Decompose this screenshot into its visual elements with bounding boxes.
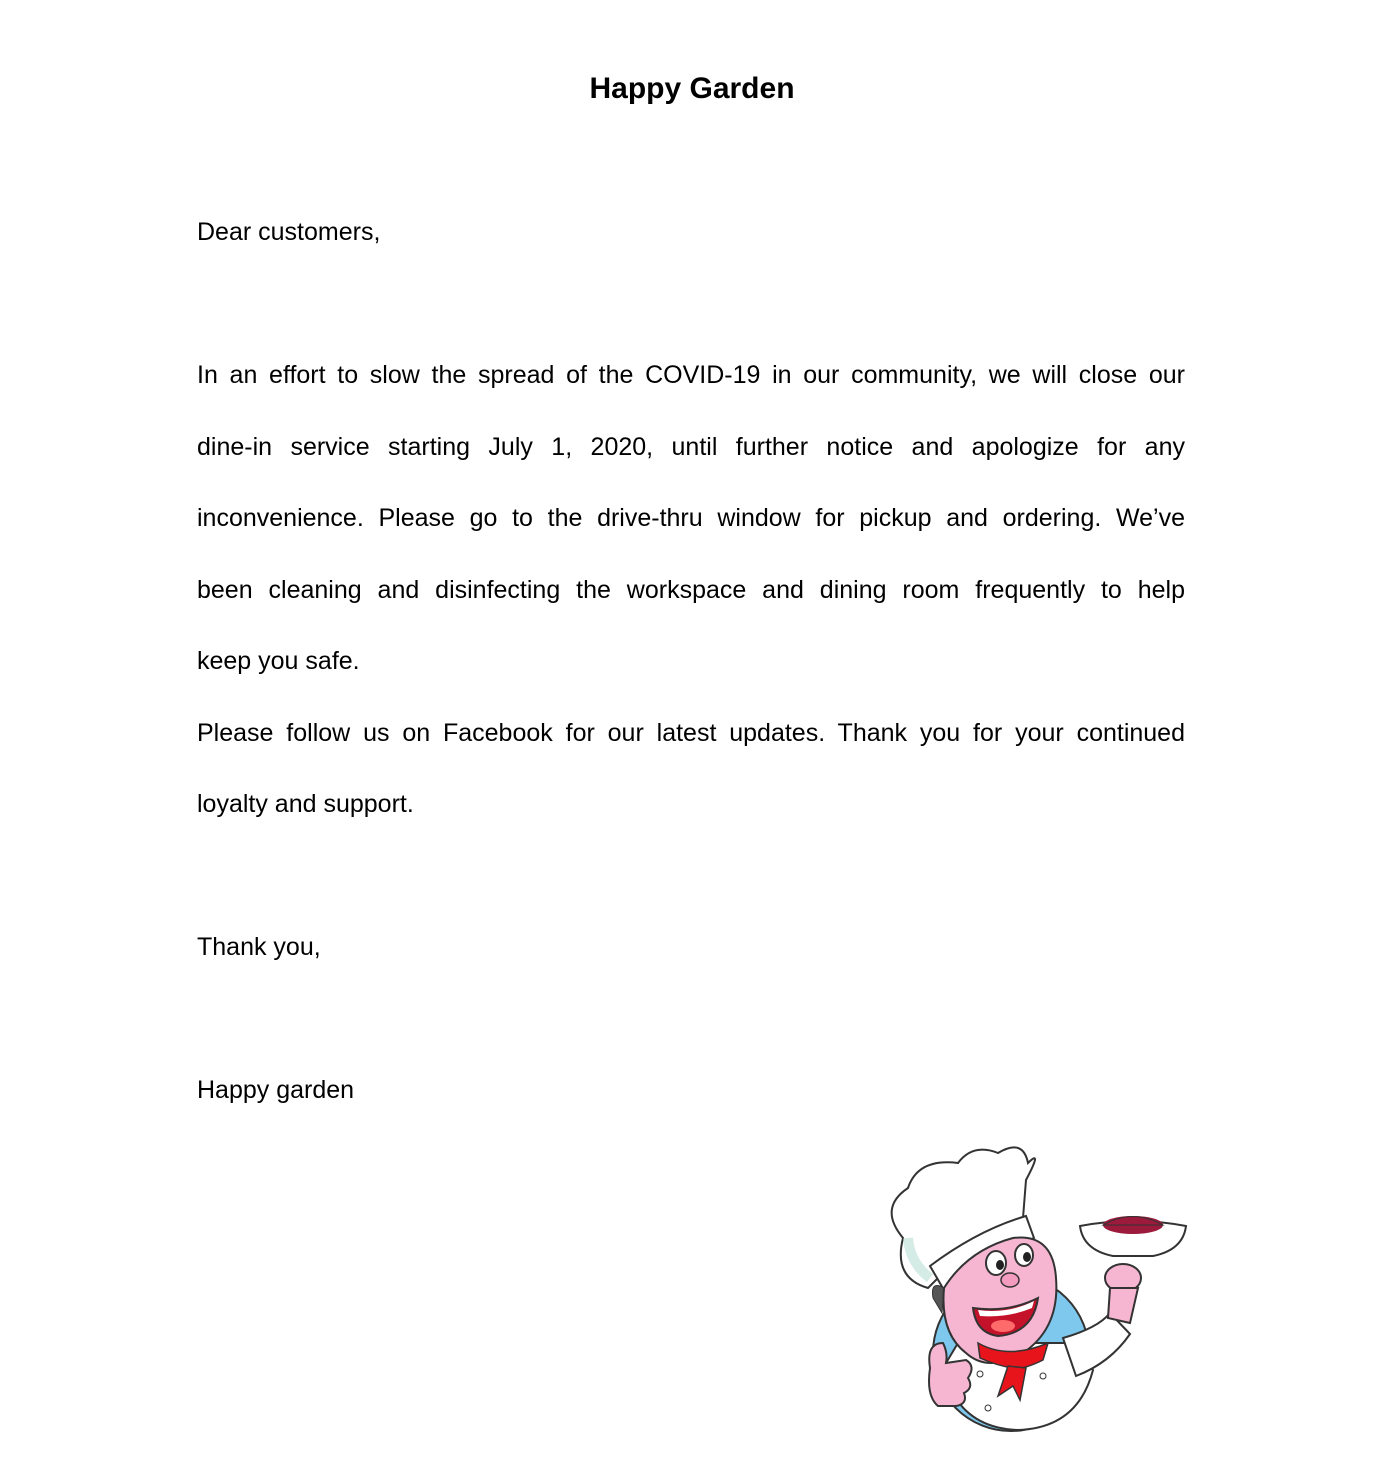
body-line-1: In an effort to slow the spread of the COVID-19 in our community, we will close our [197,361,1185,389]
document-title: Happy Garden [589,72,795,105]
body-line-7: loyalty and support. [197,790,414,818]
body-line-4: been cleaning and disinfecting the workspace and dining room frequently to help [197,576,1185,604]
signature: Happy garden [197,1076,355,1104]
body-line-6: Please follow us on Facebook for our latest updates. Thank you for your continued [197,719,1185,747]
body-line-5: keep you safe. [197,647,360,675]
chef-icon [848,1138,1193,1433]
body-line-2: dine-in service starting July 1, 2020, until further notice and apologize for any [197,433,1185,461]
closing: Thank you, [197,933,321,961]
salutation: Dear customers, [197,218,381,246]
body-line-3: inconvenience. Please go to the drive-thru window for pickup and ordering. We’ve [197,504,1185,532]
